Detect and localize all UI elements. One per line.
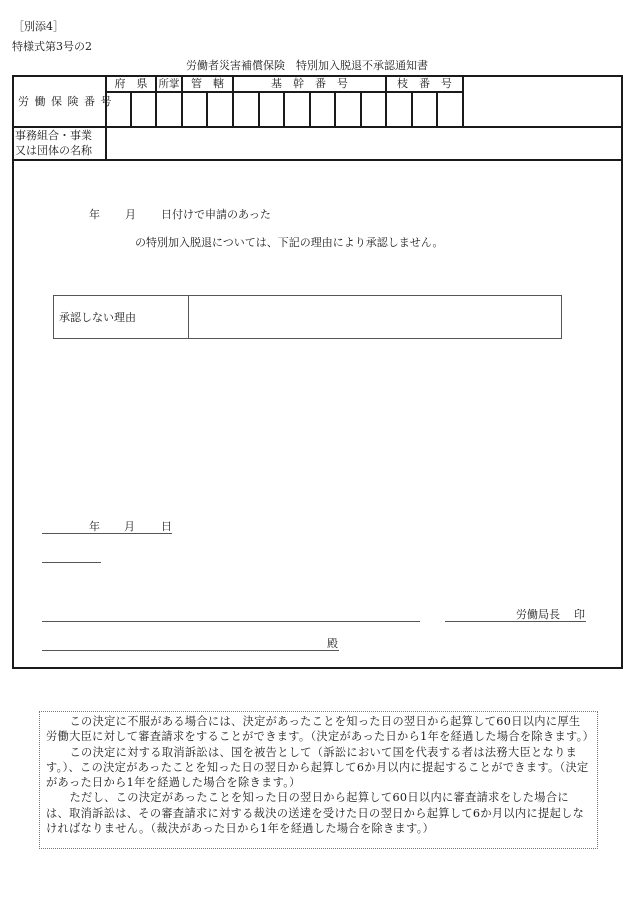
seal-label: 印 (574, 608, 585, 621)
base-number-digit-4[interactable] (311, 94, 334, 126)
statement-text: の特別加入脱退については、下記の理由により承認しません。 (135, 236, 444, 249)
issue-day-label: 日 (161, 520, 172, 533)
group-label-base-number: 基 幹 番 号 (271, 77, 348, 90)
jurisdiction-type-digit[interactable] (157, 94, 181, 126)
branch-number-digit-1[interactable] (387, 94, 411, 126)
form-frame (12, 75, 623, 669)
org-name-label-line2: 又は団体の名称 (15, 144, 92, 157)
addressee-address-input[interactable] (42, 605, 424, 622)
branch-number-digit-2[interactable] (413, 94, 436, 126)
insurance-number-label: 労 働 保 険 番 号 (18, 95, 113, 108)
reason-divider (188, 295, 189, 339)
date-year-label: 年 (89, 208, 100, 221)
prefecture-digit-2[interactable] (132, 94, 155, 126)
group-label-jurisdiction-type: 所掌 (158, 78, 180, 90)
bureau-name-input[interactable] (445, 605, 517, 622)
org-name-label-line1: 事務組合・事業 (15, 129, 92, 142)
reason-input[interactable] (192, 298, 560, 336)
addressee-name-input[interactable] (42, 634, 328, 651)
date-suffix-text: 日付けで申請のあった (161, 208, 271, 221)
jurisdiction-digit-2[interactable] (208, 94, 232, 126)
prefecture-digit-1[interactable] (107, 94, 130, 126)
branch-number-digit-3[interactable] (438, 94, 462, 126)
group-label-branch-number: 枝 番 号 (397, 77, 452, 90)
issue-year-label: 年 (89, 520, 100, 533)
issue-month-label: 月 (124, 520, 135, 533)
reason-label: 承認しない理由 (59, 311, 136, 324)
addressee-suffix: 殿 (327, 637, 338, 650)
bureau-chief-label: 労働局長 (516, 608, 560, 621)
document-title: 労働者災害補償保険 特別加入脱退不承認通知書 (186, 59, 428, 72)
base-number-digit-2[interactable] (260, 94, 283, 126)
notice-paragraph-lawsuit: この決定に対する取消訴訟は、国を被告として（訴訟において国を代表する者は法務大臣となります。）、この決定があったことを知った日の翌日から起算して6か月以内に提起することができます。（決定があった日から1年を経過した場合を除きます。） (46, 745, 589, 790)
issue-date-input[interactable] (42, 517, 90, 534)
jurisdiction-digit-1[interactable] (183, 94, 206, 126)
base-number-digit-3[interactable] (285, 94, 309, 126)
form-number: 特様式第3号の2 (12, 40, 92, 53)
group-label-prefecture: 府 県 (114, 77, 148, 90)
base-number-digit-1[interactable] (234, 94, 258, 126)
base-number-digit-6[interactable] (362, 94, 385, 126)
document-number-input[interactable] (42, 546, 105, 563)
group-label-jurisdiction: 管 轄 (191, 77, 224, 90)
notice-paragraph-exception: ただし、この決定があったことを知った日の翌日から起算して60日以内に審査請求をした場合には、取消訴訟は、その審査請求に対する裁決の送達を受けた日の翌日から起算して6か月以内に提起しなければなりません。（裁決があった日から1年を経過した場合を除きます。） (46, 791, 585, 836)
notice-paragraph-appeal: この決定に不服がある場合には、決定があったことを知った日の翌日から起算して60日以内に厚生労働大臣に対して審査請求をすることができます。（決定があった日から1年を経過した場合を除きます。） (46, 715, 595, 744)
date-month-label: 月 (125, 208, 136, 221)
appeal-notice (39, 711, 598, 849)
base-number-digit-5[interactable] (336, 94, 360, 126)
org-name-input[interactable] (108, 129, 622, 159)
attachment-label: ［別添4］ (13, 20, 64, 33)
